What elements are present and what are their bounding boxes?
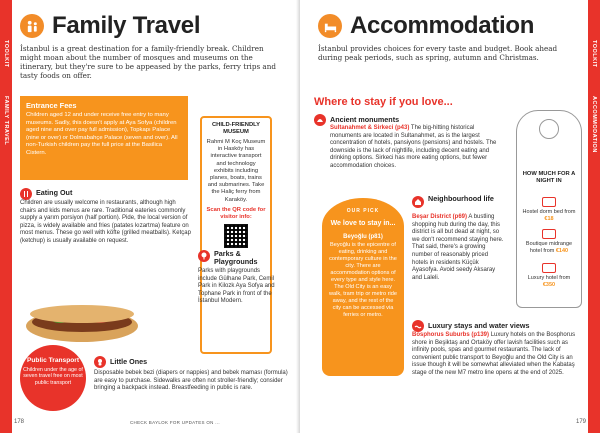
our-pick-area: Beyoğlu (p81) <box>343 233 383 240</box>
fork-knife-icon <box>20 188 32 200</box>
price-value-luxury: €350 <box>542 281 556 288</box>
public-transport-heading: Public Transport <box>26 357 80 364</box>
little-ones-heading: Little Ones <box>110 357 148 366</box>
right-page <box>300 0 600 433</box>
hotel-icon <box>318 14 342 38</box>
qr-code-icon[interactable] <box>224 224 248 248</box>
where-to-stay-heading: Where to stay if you love... <box>314 96 453 108</box>
bed-icon <box>542 263 556 273</box>
eating-out-heading: Eating Out <box>36 188 73 197</box>
luxury-body <box>412 332 582 378</box>
little-ones-text: Disposable bebek bezi (diapers or nappies) and bebek maması (formula) are easy to purchase. Sidewalks are often not stroller-friendly; consider bringing a backpack instead. Breastfeeding in public is rare. <box>94 370 288 392</box>
price-item-luxury <box>521 263 577 289</box>
right-title-row <box>318 12 534 40</box>
right-page-title: Accommodation <box>350 12 535 39</box>
right-intro: İstanbul provides choices for every taste and budget. Book ahead during peak periods, such as spring, autumn and Christmas. <box>318 44 558 62</box>
our-pick-heading: We love to stay in... <box>330 220 396 227</box>
price-label-hostel: Hostel dorm bed from <box>522 209 576 215</box>
bed-icon <box>542 197 556 207</box>
house-icon <box>412 196 424 208</box>
parks-heading: Parks & Playgrounds <box>214 249 258 266</box>
right-side-section-label: ACCOMMODATION <box>591 96 597 153</box>
entrance-fees-text: Children aged 12 and under receive free entry to many museums. Sadly, this doesn't apply at Aya Sofya (children aged nine and over pay full admission), Topkapı Palace (nine or over) or Dolmabahçe Palace (seven and over). All non-Turkish children pay the full price at the Basilica Cistern. <box>26 112 178 156</box>
monuments-heading: Ancient monuments <box>330 115 400 124</box>
monuments-area: Sultanahmet & Sirkeci (p43) <box>330 125 410 131</box>
museum-scan-label: Scan the QR code for visitor info: <box>206 206 266 220</box>
left-side-section-label: FAMILY TRAVEL <box>3 96 9 146</box>
price-value-hostel: €18 <box>544 215 554 222</box>
kofte-sandwich-image <box>20 292 140 346</box>
neighbourhood-body <box>412 214 504 282</box>
luxury-heading: Luxury stays and water views <box>428 321 530 330</box>
luxury-area: Bosphorus Suburbs (p139) <box>412 332 490 338</box>
right-page-number: 179 <box>576 419 587 425</box>
luxury-text: Luxury hotels on the Bosphorus shore in Beşiktaş and Ortaköy offer lavish facilities such as infinity pools, spas and gourmet restaurants. The lack of convenient public transport to Beyoğlu and the Old City is an issue though it will be somewhat alleviated when the Kabataş stage of the new M7 metro line opens at the end of 2025. <box>412 332 576 376</box>
price-item-hostel <box>521 197 577 223</box>
museum-text: Rahmi M Koç Museum in Hasköy has interactive transport and technology exhibits including planes, boats, trains and submarines. Take the Haliç ferry from Karaköy. <box>206 139 266 203</box>
left-page-number: 178 <box>14 419 25 425</box>
hanger-hole <box>539 119 559 139</box>
left-footer: CHECK BAYLOK FOR UPDATES ON ... <box>130 420 220 425</box>
parks-text: Parks with playgrounds include Gülhane Park, Cemil Park in Kilozk Aya Sofya and Tophane Park in front of the İstanbul Modern. <box>198 268 275 305</box>
neighbourhood-heading: Neighbourhood life <box>428 194 494 203</box>
tree-icon <box>198 250 210 262</box>
left-page-title: Family Travel <box>52 12 201 39</box>
entrance-fees-heading: Entrance Fees <box>26 101 77 110</box>
left-title-row <box>20 12 200 40</box>
monuments-text: The big-hitting historical monuments are located in Sultanahmet, as is the largest concentration of hotels, pansiyons (pensions) and hostels. The downside is the lack of nightlife, including decent eating and drinking options. Sirkeci has more eating options, but fewer accommodation choices. <box>330 125 497 169</box>
hanger-heading: HOW MUCH FOR A NIGHT IN <box>522 171 576 184</box>
neighbourhood-text: A bustling shopping hub during the day, this district is all but dead at night, so we don't recommend staying here. That said, there's a growing number of reasonably priced hotels in residents Küçük Ayasofya. Avoid seedy Aksaray and Laleli. <box>412 214 504 281</box>
our-pick-tag: OUR PICK <box>346 208 380 214</box>
price-door-hanger <box>516 110 582 308</box>
entrance-fees-box <box>20 96 188 180</box>
eating-out-section <box>36 188 194 197</box>
eating-out-text: Children are usually welcome in restaurants, although high chairs and kids menus are rare. Traditional eateries commonly supply a yarım porsiyon (half portion). Pide, the local version of pizza, is widely available and fries (patates kızartma) feature on most menus. These go well with köfte (grilled meatballs). Ketçap (ketchup) is usually available on request. <box>20 200 191 244</box>
baby-icon <box>94 356 106 368</box>
water-icon <box>412 320 424 332</box>
price-value-boutique: €140 <box>555 247 569 254</box>
dome-icon <box>314 114 326 126</box>
museum-heading: CHILD-FRIENDLY MUSEUM <box>211 122 261 135</box>
bed-icon <box>542 229 556 239</box>
monuments-body <box>330 125 502 171</box>
neighbourhood-area: Beşar District (p69) <box>412 214 468 220</box>
our-pick-text: Beyoğlu is the epicentre of eating, drinking and contemporary culture in the city. There are accommodation options of every type and style here. The Old City is an easy walk, tram trip or metro ride away, and the rest of the city can be accessed via ferries or metro. <box>328 241 398 318</box>
price-item-boutique <box>521 229 577 255</box>
price-label-boutique: Boutique midrange hotel from <box>525 241 573 254</box>
left-side-tab-label: TOOLKIT <box>3 40 9 68</box>
left-intro: İstanbul is a great destination for a family-friendly break. Children might moan about the number of mosques and museums on the itinerary, but they're sure to be appeased by the parks, ferry trips and tasty foods on offer. <box>20 44 276 80</box>
public-transport-badge <box>20 345 86 411</box>
right-side-tab-label: TOOLKIT <box>591 40 597 68</box>
family-icon <box>20 14 44 38</box>
public-transport-text: Children under the age of seven travel free on most public transport <box>23 366 83 386</box>
museum-box <box>200 116 272 354</box>
our-pick-card <box>322 198 404 376</box>
price-label-luxury: Luxury hotel from <box>527 275 571 281</box>
